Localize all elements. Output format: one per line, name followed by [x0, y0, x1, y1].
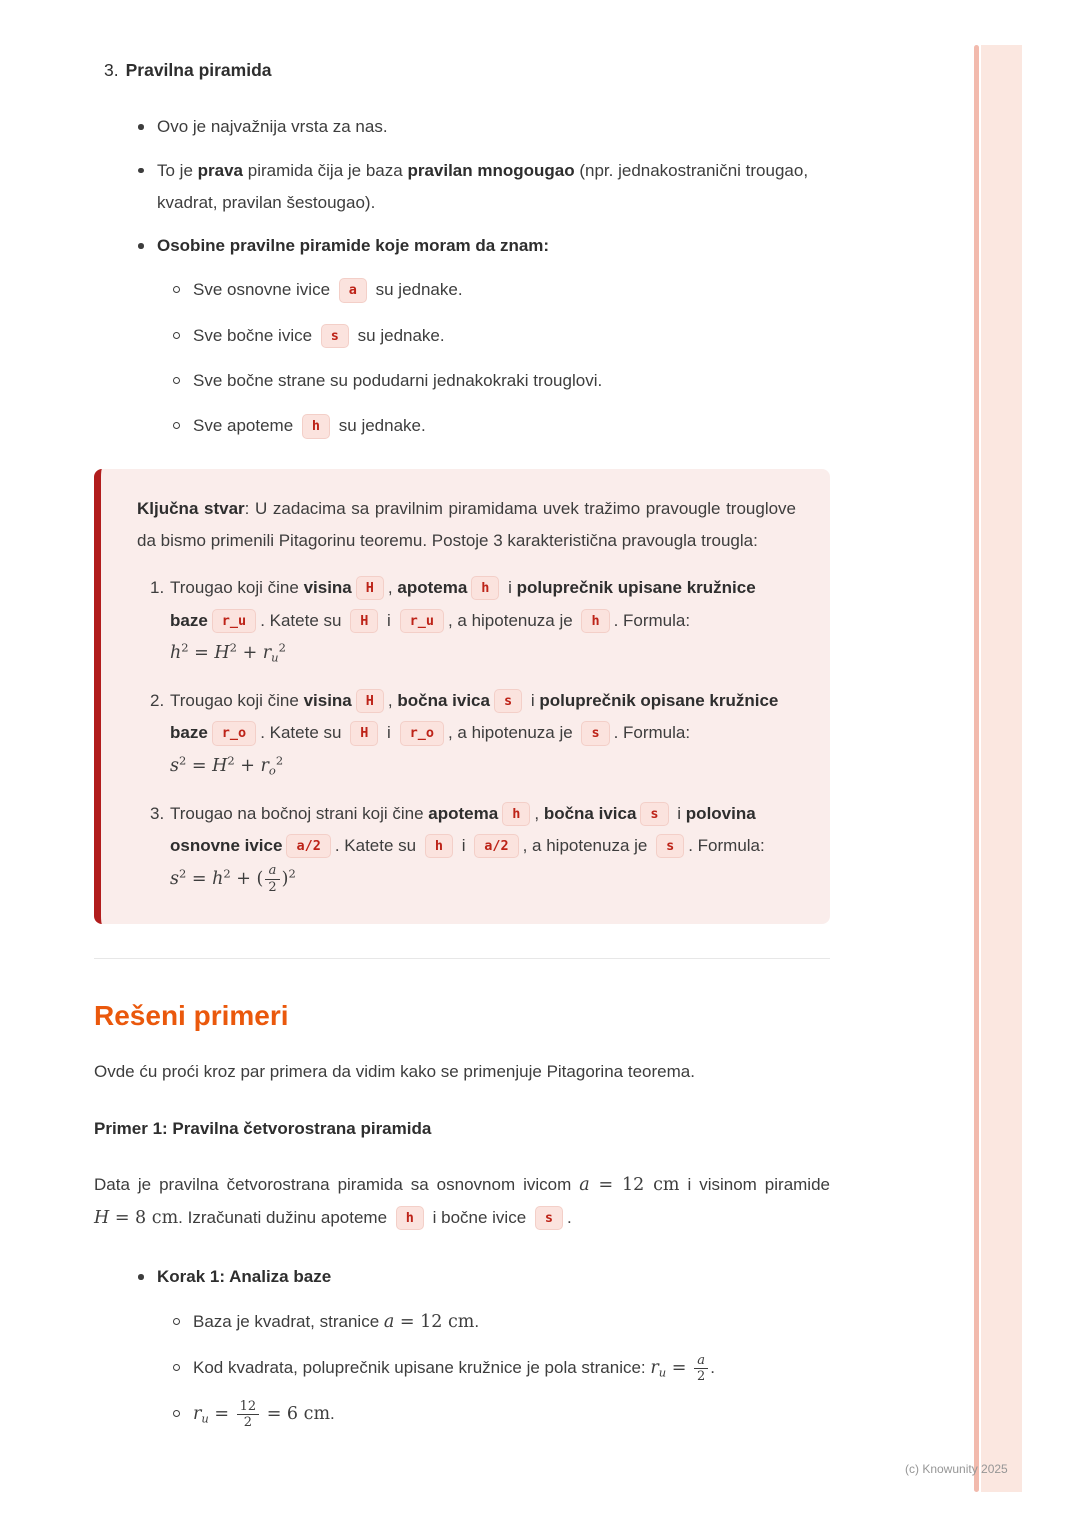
bullet-icon	[138, 1274, 144, 1280]
inline-code-chip: s	[640, 802, 668, 826]
inline-code-chip: h	[396, 1206, 424, 1230]
fraction: $\frac{a}{2}$	[265, 863, 279, 895]
math-expression: $h^2 = H^2 + r_u^2$	[170, 640, 286, 665]
list-number: 1.	[150, 578, 165, 598]
list-item	[173, 274, 830, 306]
callout-triangle-list	[137, 572, 796, 896]
inline-code-chip: h	[425, 834, 453, 858]
fraction: $\frac{a}{2}$	[694, 1353, 708, 1385]
list-item	[173, 1398, 830, 1431]
list-item-text: Ovo je najvažnija vrsta za nas.	[157, 117, 388, 137]
bold-text: visina	[303, 578, 352, 598]
section-number: 3.	[104, 60, 119, 80]
circle-bullet-icon	[173, 1410, 180, 1417]
math-expression: $s^2 = H^2 + r_o^2$	[170, 753, 284, 778]
circle-bullet-icon	[173, 332, 180, 339]
list-item	[173, 410, 830, 442]
list-item	[137, 155, 830, 220]
inline-code-chip: h	[471, 576, 499, 600]
list-item	[137, 230, 830, 442]
list-item-text: $r_u$ = $\frac{12}{2}$ = 6 cm.	[193, 1398, 335, 1431]
page-edge-accent-line	[974, 45, 979, 1492]
examples-lead-paragraph: Ovde ću proći kroz par primera da vidim kako se primenjuje Pitagorina teorema.	[94, 1062, 695, 1082]
key-point-callout	[94, 469, 830, 924]
list-item	[173, 320, 830, 352]
math-expression: $s^2 = h^2$ + ( $\frac{a}{2}$ )$^2$	[170, 863, 296, 895]
inline-code-chip: H	[356, 689, 384, 713]
bold-text: visina	[303, 691, 352, 711]
bold-text: bočna ivica	[397, 691, 490, 711]
list-item-text: Kod kvadrata, poluprečnik upisane kružnice je pola stranice: $r_u$ = $\frac{a}{2}$ .	[193, 1352, 715, 1385]
examples-heading: Rešeni primeri	[94, 999, 289, 1031]
list-item-text	[157, 1267, 331, 1286]
bullet-icon	[138, 124, 144, 130]
inline-code-chip: H	[350, 609, 378, 633]
section-title: Pravilna piramida	[125, 60, 272, 80]
content-column	[94, 54, 830, 1444]
list-item-text: Baza je kvadrat, stranice a = 12 cm.	[193, 1311, 480, 1332]
inline-code-chip: h	[502, 802, 530, 826]
pyramid-properties-list	[94, 111, 830, 442]
list-item	[173, 1352, 830, 1385]
bold-text: poluprečnik opisane kružnice baze	[170, 691, 779, 743]
bold-text: bočna ivica	[543, 803, 637, 823]
bold-text: prava	[197, 160, 244, 180]
bullet-icon	[138, 168, 144, 174]
bold-text: poluprečnik upisane kružnice baze	[170, 578, 756, 630]
properties-sub-list	[157, 274, 830, 442]
math-expression: $r_u$ = $\frac{a}{2}$	[650, 1358, 710, 1378]
copyright-footer: (c) Knowunity 2025	[905, 1462, 1008, 1476]
inline-code-chip: a	[339, 278, 367, 302]
list-item	[137, 111, 830, 143]
bold-text: Korak 1: Analiza baze	[157, 1267, 332, 1287]
page-edge-band	[981, 45, 1022, 1492]
circle-bullet-icon	[173, 286, 180, 293]
callout-list-item	[137, 685, 796, 783]
list-item-text: Sve bočne strane su podudarni jednakokraki trouglovi.	[193, 371, 603, 391]
bold-text: Ključna stvar	[137, 498, 245, 518]
fraction: $\frac{12}{2}$	[237, 1399, 260, 1431]
callout-list-item	[137, 798, 796, 896]
inline-code-chip: a/2	[286, 834, 330, 858]
section-divider	[94, 958, 830, 959]
math-expression: a = 12 cm	[579, 1174, 680, 1195]
list-number: 2.	[150, 691, 165, 711]
inline-code-chip: r_u	[212, 609, 256, 633]
list-item-text	[157, 236, 549, 255]
inline-code-chip: H	[356, 576, 384, 600]
list-item	[173, 365, 830, 397]
section-heading	[94, 54, 830, 87]
circle-bullet-icon	[173, 1318, 180, 1325]
primer1-problem-statement: Data je pravilna četvorostrana piramida sa osnovnom ivicom a = 12 cm i visinom piramide H = 8 cm. Izračunati dužinu apoteme h i bočne ivice s .	[94, 1169, 830, 1236]
circle-bullet-icon	[173, 1364, 180, 1371]
inline-code-chip: h	[581, 609, 609, 633]
korak1-sub-list	[157, 1306, 830, 1432]
callout-intro: Ključna stvar: U zadacima sa pravilnim piramidama uvek tražimo pravougle trouglove da bismo primenili Pitagorinu teoremu. Postoje 3 karakteristična pravougla trougla:	[137, 498, 797, 550]
inline-code-chip: s	[656, 834, 684, 858]
list-number: 3.	[150, 803, 165, 823]
bold-text: apotema	[397, 578, 468, 598]
inline-code-chip: r_o	[212, 721, 256, 745]
inline-code-chip: s	[494, 689, 522, 713]
list-item-text: Sve apoteme h su jednake.	[193, 416, 426, 435]
circle-bullet-icon	[173, 422, 180, 429]
callout-list-item	[137, 572, 796, 670]
list-item-text: Trougao koji čine visina H , bočna ivica s i poluprečnik opisane kružnice baze r_o . Katete su H i r_o , a hipotenuza je s . Formula: $s^2 = H^2 + r_o^2$	[170, 691, 779, 778]
list-item-text: Trougao na bočnoj strani koji čine apotema h , bočna ivica s i polovina osnovne ivice a/2 . Katete su h i a/2 , a hipotenuza je s . Formula: $s^2 = h^2$ + ( $\frac{a}{2}$ )$^2$	[170, 803, 765, 895]
list-item	[173, 1306, 830, 1339]
list-item-text: Trougao koji čine visina H , apotema h i poluprečnik upisane kružnice baze r_u . Katete su H i r_u , a hipotenuza je h . Formula: $h^2 = H^2 + r_u^2$	[170, 578, 756, 665]
inline-code-chip: s	[581, 721, 609, 745]
bold-text: Osobine pravilne piramide koje moram da znam:	[157, 236, 550, 256]
math-expression: H = 8 cm	[94, 1208, 179, 1229]
bold-text: polovina osnovne ivice	[170, 803, 756, 856]
inline-code-chip: h	[302, 414, 330, 438]
circle-bullet-icon	[173, 377, 180, 384]
inline-code-chip: r_o	[400, 721, 444, 745]
bold-text: apotema	[428, 803, 499, 823]
inline-code-chip: H	[350, 721, 378, 745]
inline-code-chip: r_u	[400, 609, 444, 633]
list-item	[137, 1261, 830, 1431]
primer1-heading: Primer 1: Pravilna četvorostrana piramida	[94, 1118, 432, 1138]
math-expression: a = 12 cm	[383, 1311, 475, 1332]
math-expression: $r_u$ = $\frac{12}{2}$ = 6 cm	[193, 1398, 331, 1431]
solution-steps-list	[94, 1261, 830, 1431]
list-item-text: Sve osnovne ivice a su jednake.	[193, 280, 463, 299]
inline-code-chip: a/2	[474, 834, 518, 858]
list-item-text: To je prava piramida čija je baza pravilan mnogougao (npr. jednakostranični trougao, kvadrat, pravilan šestougao).	[157, 160, 809, 212]
bold-text: pravilan mnogougao	[407, 160, 575, 180]
inline-code-chip: s	[321, 324, 349, 348]
bullet-icon	[138, 243, 144, 249]
inline-code-chip: s	[535, 1206, 563, 1230]
list-item-text: Sve bočne ivice s su jednake.	[193, 326, 445, 345]
